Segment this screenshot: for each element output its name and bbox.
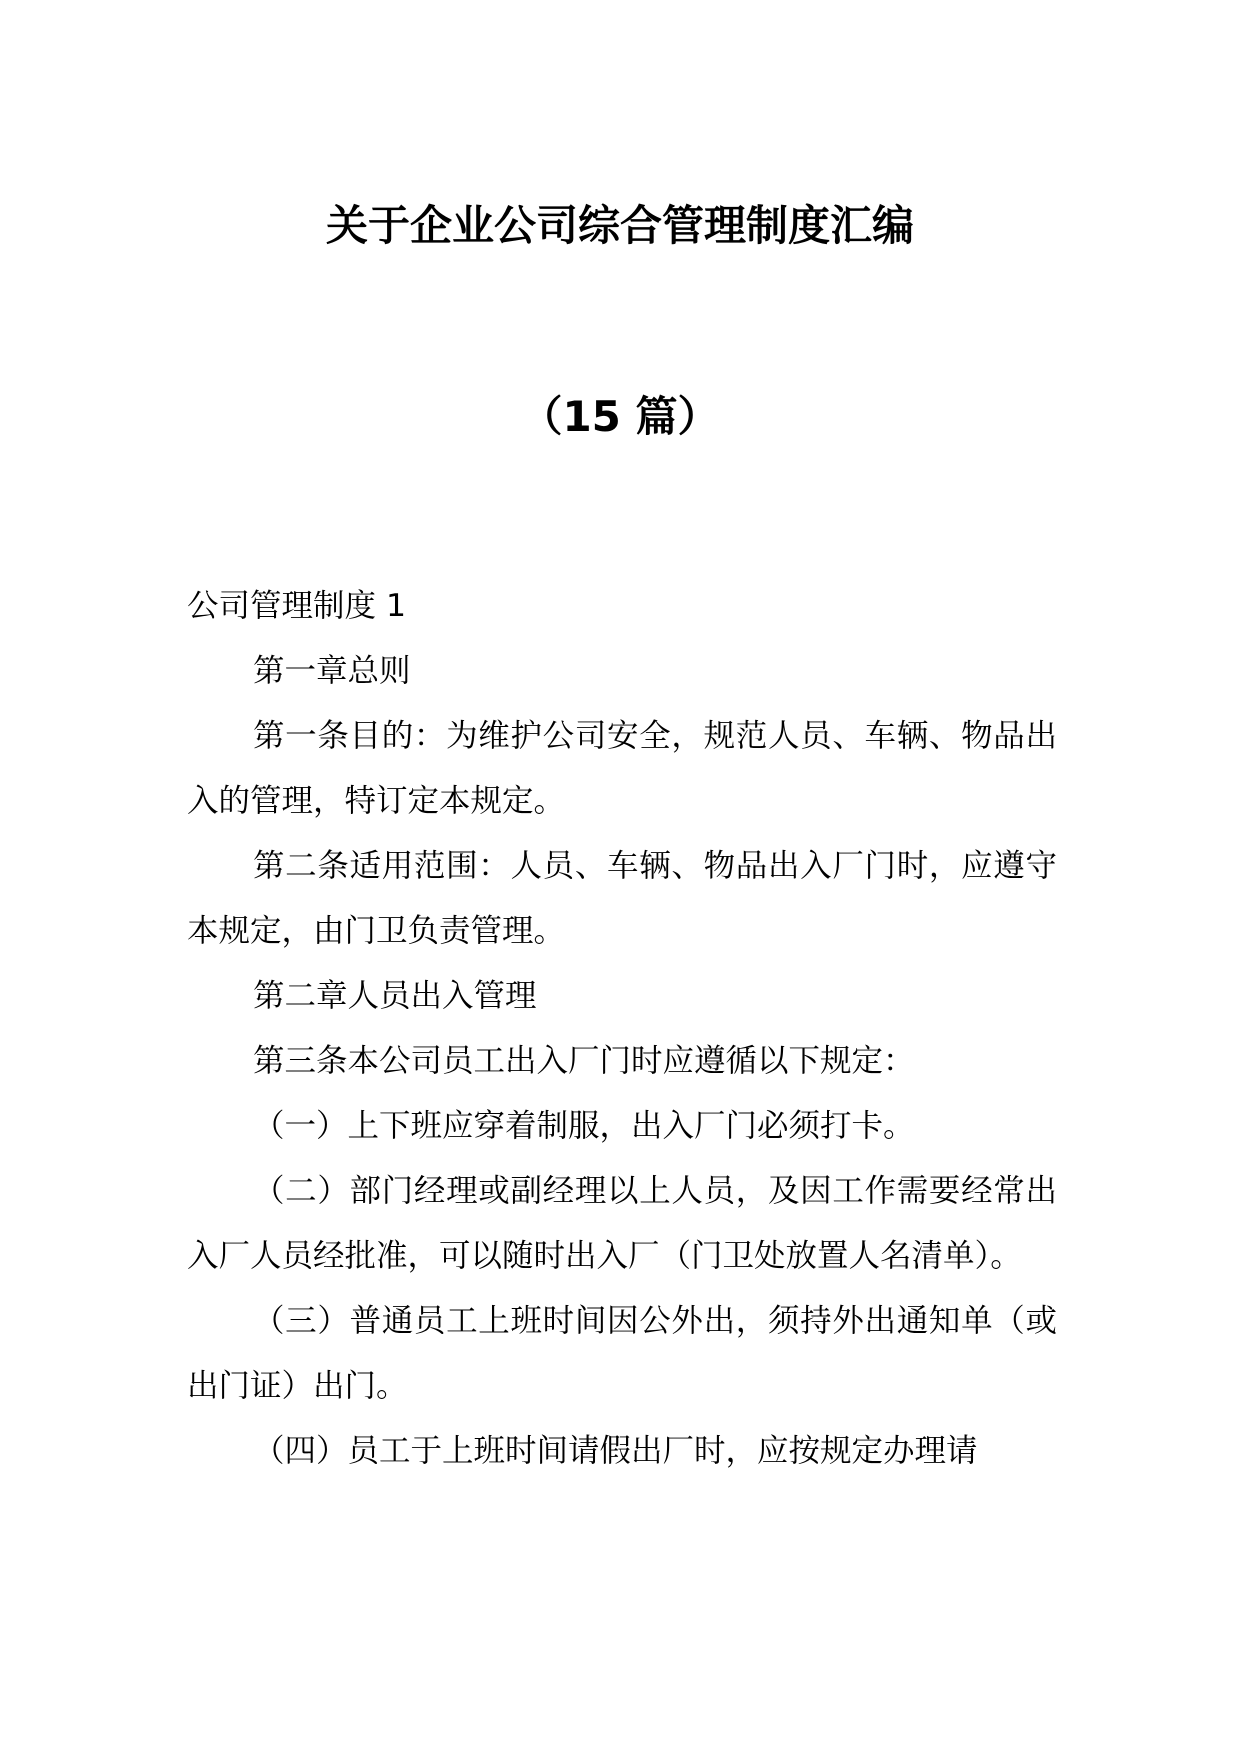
body-paragraph: 第三条本公司员工出入厂门时应遵循以下规定： bbox=[253, 1043, 915, 1079]
chapter-heading: 第一章总则 bbox=[253, 653, 411, 689]
body-paragraph: 第二条适用范围：人员、车辆、物品出入厂门时，应遵守本规定，由门卫负责管理。 bbox=[187, 848, 1057, 949]
list-item: （四）员工于上班时间请假出厂时，应按规定办理请 bbox=[253, 1433, 978, 1469]
list-item: （二）部门经理或副经理以上人员，及因工作需要经常出入厂人员经批准，可以随时出入厂（门卫处放置人名清单）。 bbox=[187, 1173, 1057, 1274]
document-body bbox=[187, 574, 1057, 1484]
list-item: （一）上下班应穿着制服，出入厂门必须打卡。 bbox=[253, 1108, 915, 1144]
section-heading: 公司管理制度 1 bbox=[187, 588, 407, 624]
list-item: （三）普通员工上班时间因公外出，须持外出通知单（或出门证）出门。 bbox=[187, 1303, 1057, 1404]
document-title: 关于企业公司综合管理制度汇编 bbox=[325, 201, 914, 250]
chapter-heading: 第二章人员出入管理 bbox=[253, 978, 537, 1014]
body-paragraph: 第一条目的：为维护公司安全，规范人员、车辆、物品出入的管理，特订定本规定。 bbox=[187, 718, 1057, 819]
document-subtitle: （15 篇） bbox=[520, 392, 720, 441]
